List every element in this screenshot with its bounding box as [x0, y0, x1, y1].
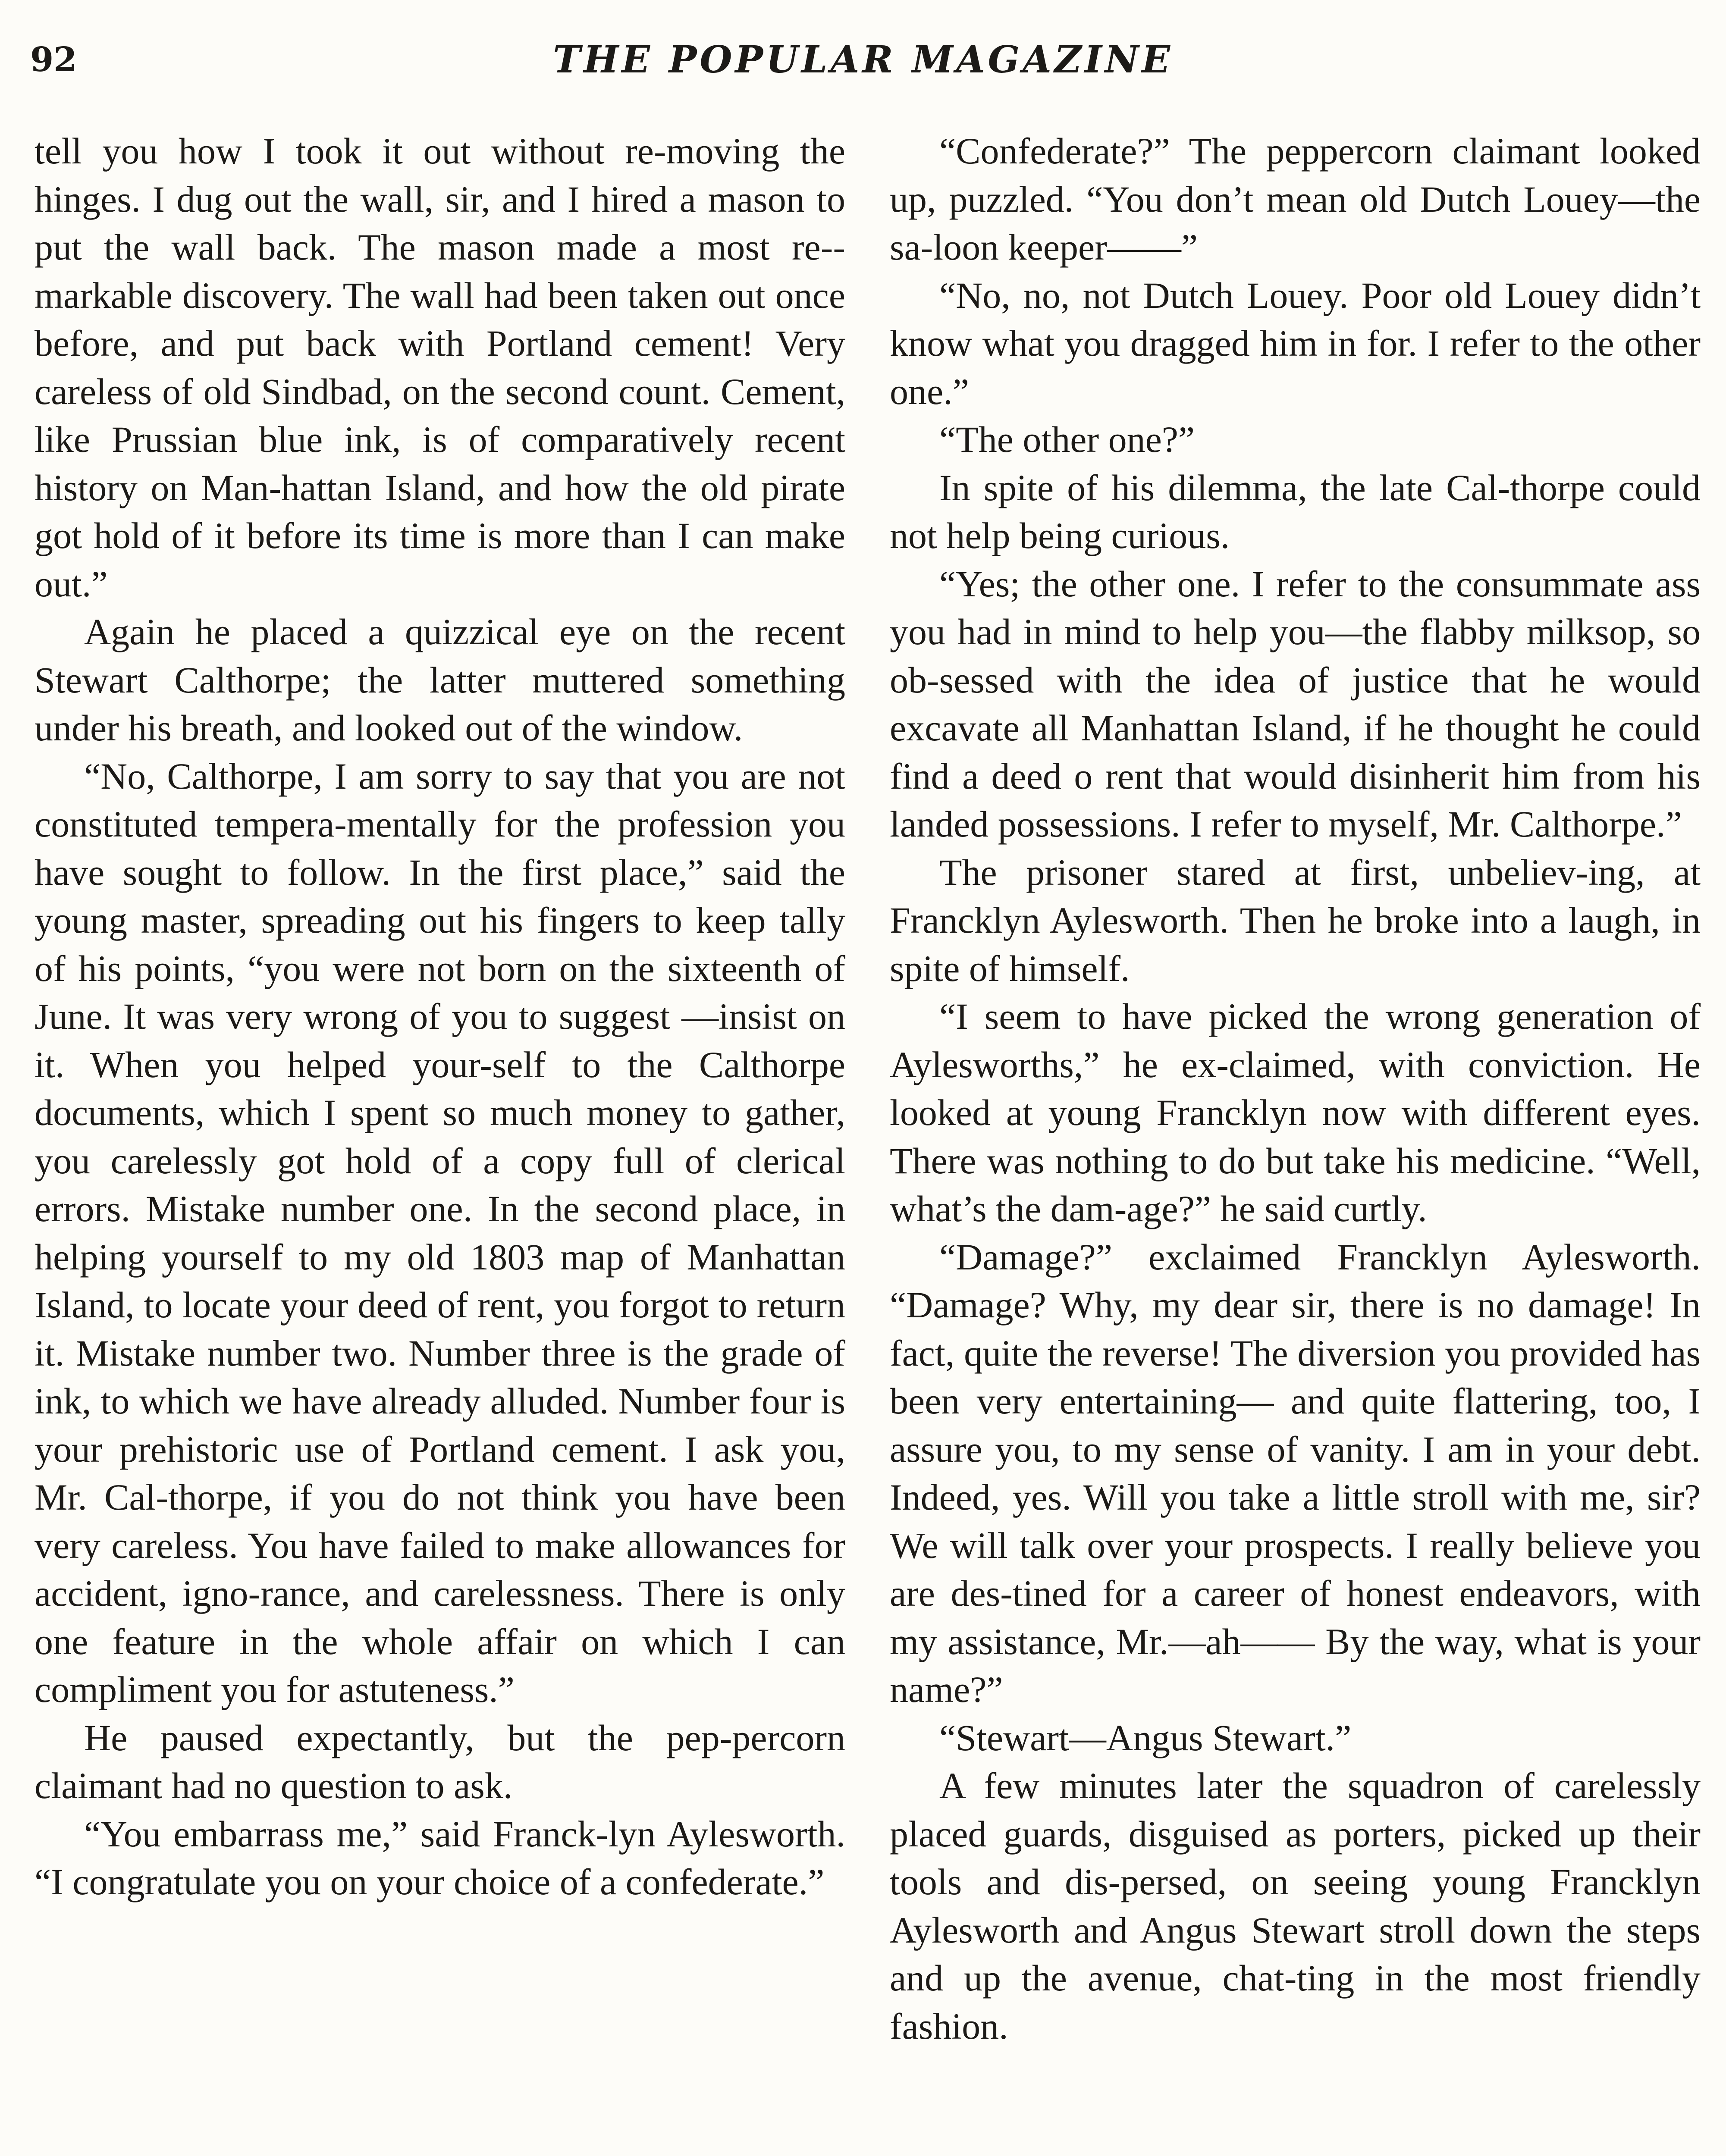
paragraph: He paused expectantly, but the pep-percorn claimant had no question to ask. [35, 1717, 845, 1806]
left-column [35, 127, 845, 1906]
paragraph: “Confederate?” The peppercorn claimant looked up, puzzled. “You don’t mean old Dutch Louey—the sa-loon keeper——” [890, 130, 1701, 268]
paragraph: “Yes; the other one. I refer to the consummate ass you had in mind to help you—the flabby milksop, so ob-sessed with the idea of justice that he would excavate all Manhattan Island, if he thought he could find a deed o rent that would disinherit him from his landed possessions. I refer to myself, Mr. Calthorpe.” [890, 563, 1701, 845]
paragraph: In spite of his dilemma, the late Cal-thorpe could not help being curious. [890, 467, 1701, 556]
paragraph: “You embarrass me,” said Franck-lyn Aylesworth. “I congratulate you on your choice of a confederate.” [35, 1813, 845, 1902]
paragraph: “Damage?” exclaimed Francklyn Aylesworth. “Damage? Why, my dear sir, there is no damage! In fact, quite the reverse! The diversion you provided has been very entertaining— and quite flattering, too, I assure you, to my sense of vanity. I am in your debt. Indeed, yes. Will you take a little stroll with me, sir? We will talk over your prospects. I really believe you are des-tined for a career of honest endeavors, with my assistance, Mr.—ah—— By the way, what is your name?” [890, 1236, 1701, 1710]
paragraph: “No, Calthorpe, I am sorry to say that you are not constituted tempera-mentally for the profession you have sought to follow. In the first place,” said the young master, spreading out his fingers to keep tally of his points, “you were not born on the sixteenth of June. It was very wrong of you to suggest —insist on it. When you helped your-self to the Calthorpe documents, which I spent so much money to gather, you carelessly got hold of a copy full of clerical errors. Mistake number one. In the second place, in helping yourself to my old 1803 map of Manhattan Island, to locate your deed of rent, you forgot to return it. Mistake number two. Number three is the grade of ink, to which we have already alluded. Number four is your prehistoric use of Portland cement. I ask you, Mr. Cal-thorpe, if you do not think you have been very careless. You have failed to make allowances for accident, igno-rance, and carelessness. There is only one feature in the whole affair on which I can compliment you for astuteness.” [35, 755, 845, 1710]
paragraph: tell you how I took it out without re-moving the hinges. I dug out the wall, sir, and I hired a mason to put the wall back. The mason made a most re-markable discovery. The wall had been taken out once before, and put back with Portland cement! Very careless of old Sindbad, on the second count. Cement, like Prussian blue ink, is of comparatively recent history on Man-hattan Island, and how the old pirate got hold of it before its time is more than I can make out.” [35, 130, 845, 605]
paragraph: “Stewart—Angus Stewart.” [939, 1717, 1352, 1758]
page-number: 92 [30, 40, 77, 79]
paragraph: The prisoner stared at first, unbeliev-ing, at Francklyn Aylesworth. Then he broke into a laugh, in spite of himself. [890, 851, 1701, 989]
paragraph: “The other one?” [939, 419, 1195, 460]
magazine-title: THE POPULAR MAGAZINE [553, 38, 1173, 81]
right-column [890, 127, 1701, 2050]
paragraph: A few minutes later the squadron of carelessly placed guards, disguised as porters, picked up their tools and dis-persed, on seeing young Francklyn Aylesworth and Angus Stewart stroll down the steps and up the avenue, chat-ting in the most friendly fashion. [890, 1765, 1701, 2047]
paragraph: “No, no, not Dutch Louey. Poor old Louey didn’t know what you dragged him in for. I refer to the other one.” [890, 274, 1701, 412]
paragraph: Again he placed a quizzical eye on the recent Stewart Calthorpe; the latter muttered something under his breath, and looked out of the window. [35, 611, 845, 749]
paragraph: “I seem to have picked the wrong generation of Aylesworths,” he ex-claimed, with conviction. He looked at young Francklyn now with different eyes. There was nothing to do but take his medicine. “Well, what’s the dam-age?” he said curtly. [890, 996, 1701, 1229]
